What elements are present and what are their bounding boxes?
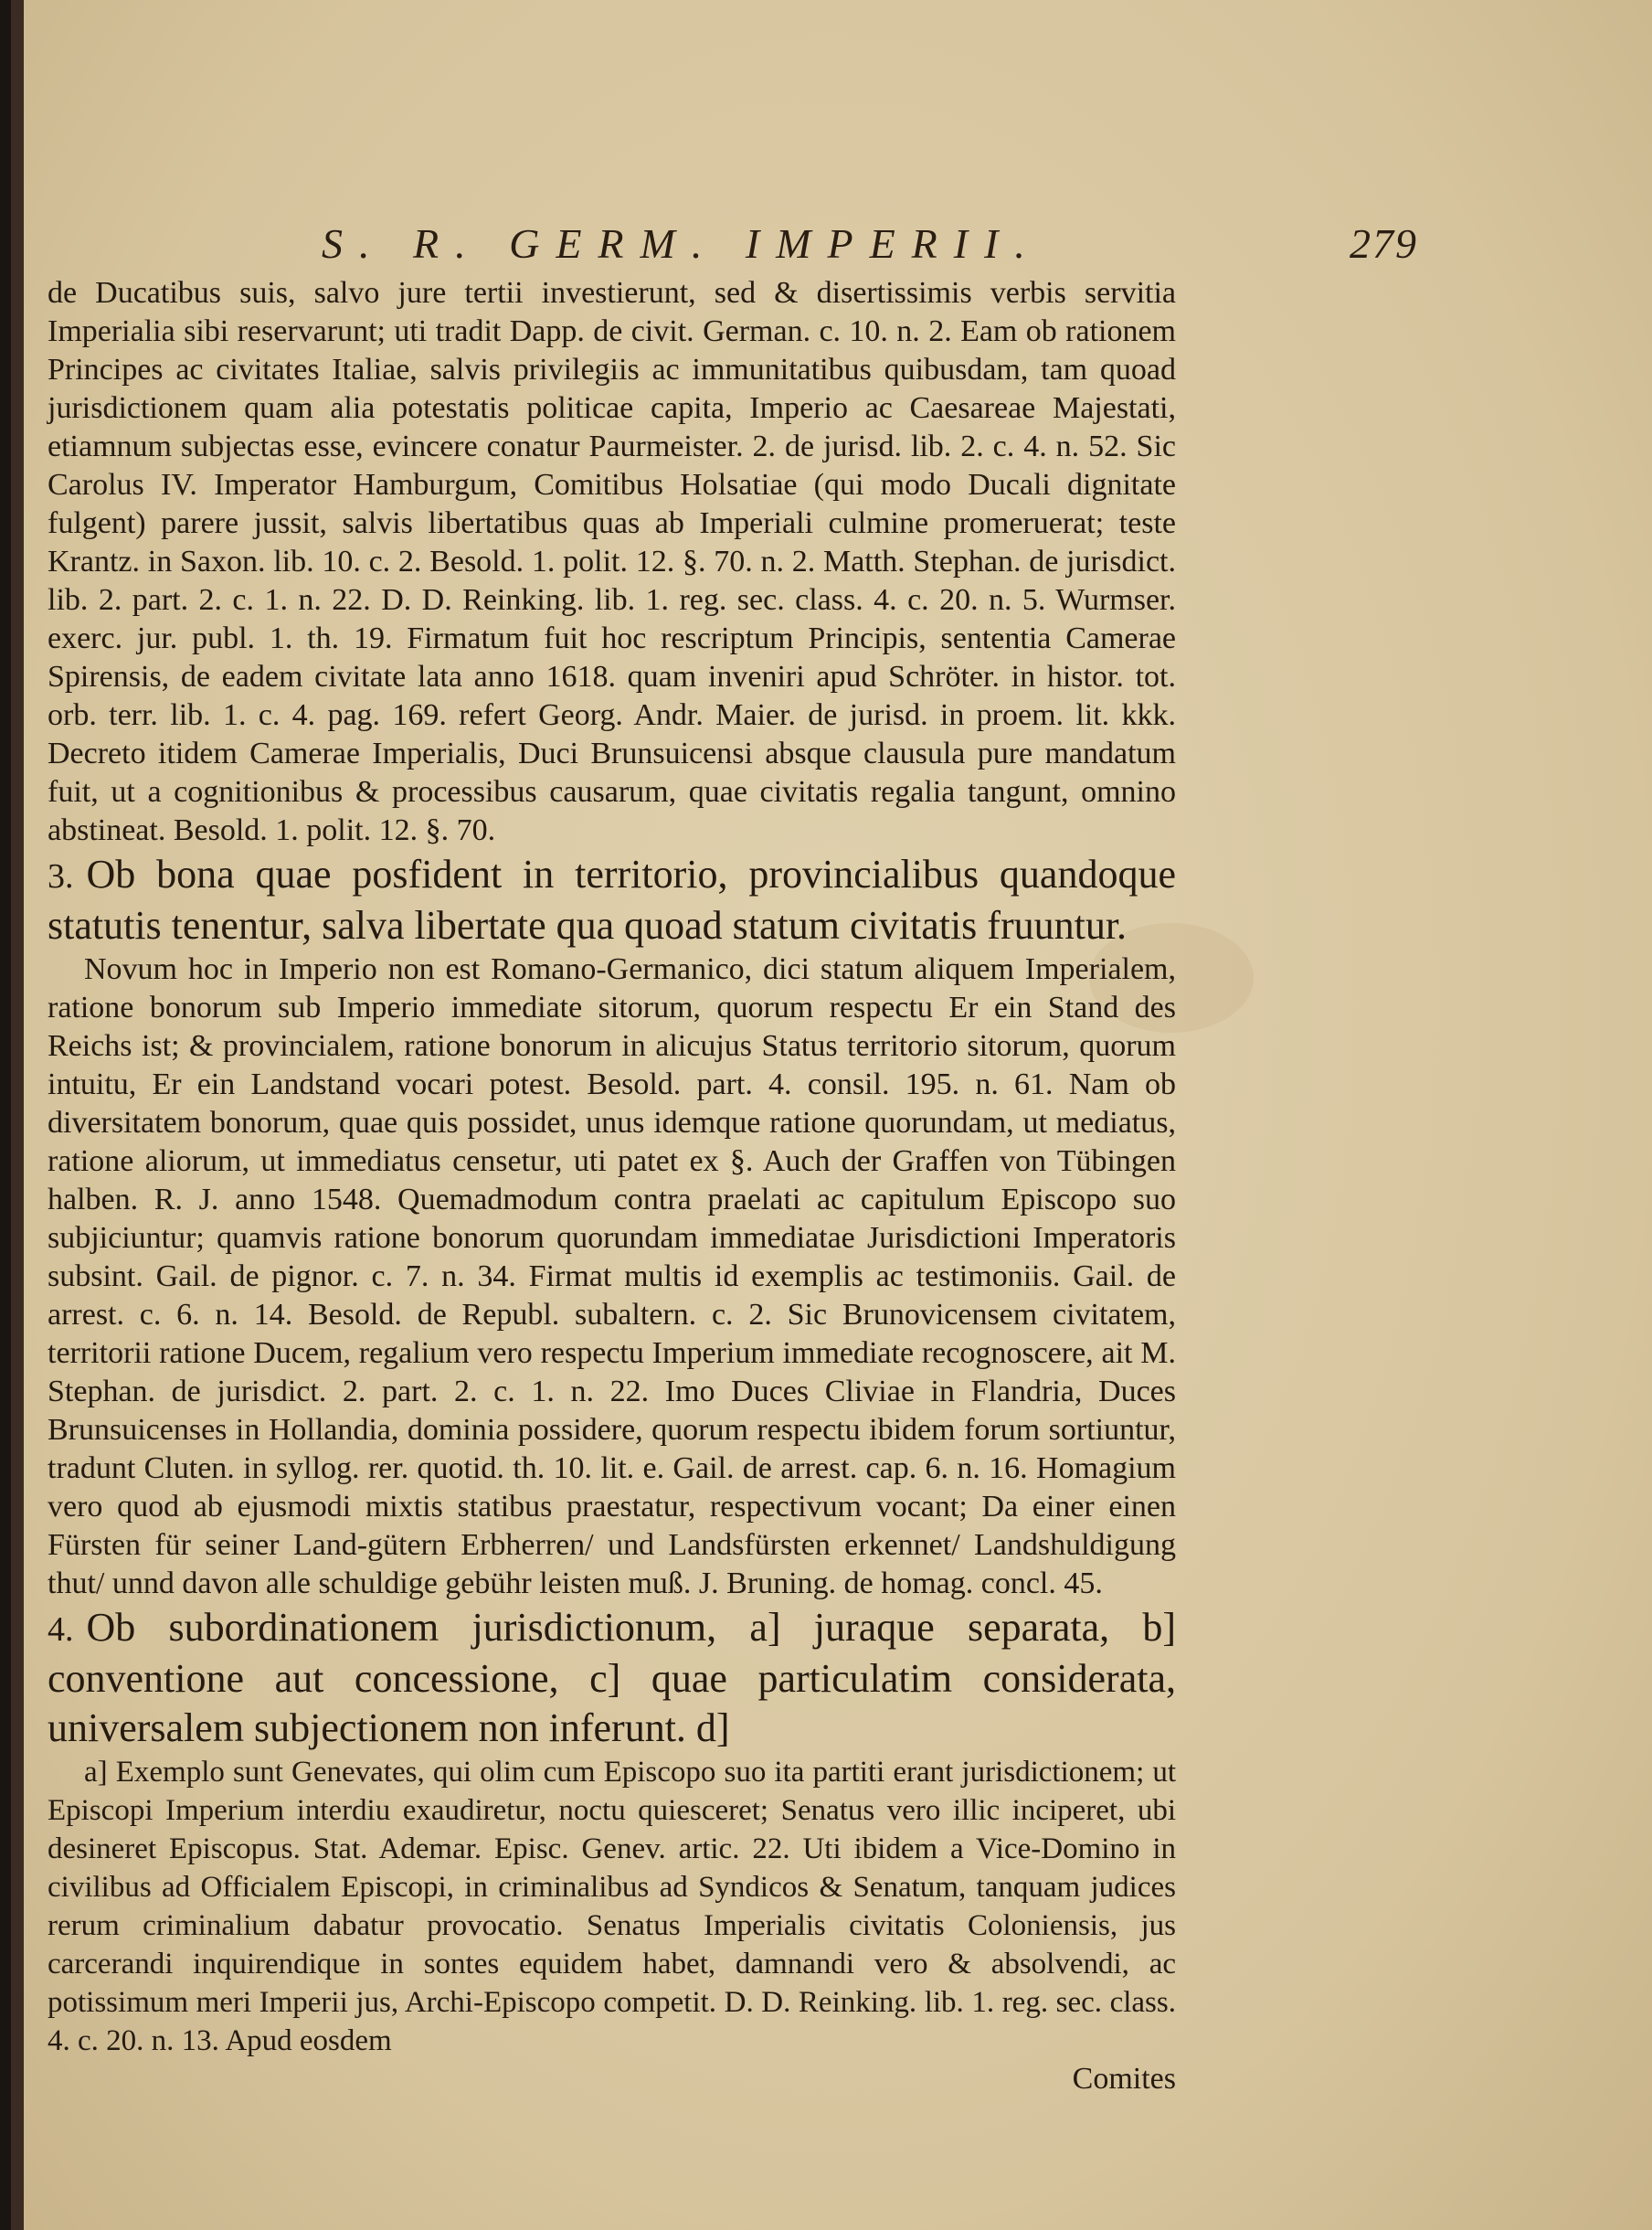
running-header xyxy=(322,219,1418,274)
section-number: 4. xyxy=(48,1610,74,1649)
section-heading-3 xyxy=(48,850,1176,950)
page-body xyxy=(48,274,1176,2098)
running-title: S. R. GERM. IMPERII. xyxy=(322,220,1042,267)
opening-paragraph: de Ducatibus suis, salvo jure tertii investierunt, sed & disertissimis verbis servitia Imperialia sibi reservarunt; uti tradit Dapp. de civit. German. c. 10. n. 2. Eam ob rationem Principes ac civitates Italiae, salvis privilegiis ac immunitatibus quibusdam, tam quoad jurisdictionem quam alia potestatis politicae capita, Imperio ac Caesareae Majestati, etiamnum subjectas esse, evincere conatur Paurmeister. 2. de jurisd. lib. 2. c. 4. n. 52. Sic Carolus IV. Imperator Hamburgum, Comitibus Holsatiae (qui modo Ducali dignitate fulgent) parere jussit, salvis libertatibus quas ab Imperiali culmine promeruerat; teste Krantz. in Saxon. lib. 10. c. 2. Besold. 1. polit. 12. §. 70. n. 2. Matth. Stephan. de jurisdict. lib. 2. part. 2. c. 1. n. 22. D. D. Reinking. lib. 1. reg. sec. class. 4. c. 20. n. 5. Wurmser. exerc. jur. publ. 1. th. 19. Firmatum fuit hoc rescriptum Principis, sententia Camerae Spirensis, de eadem civitate lata anno 1618. quam inveniri apud Schröter. in histor. tot. orb. terr. lib. 1. c. 4. pag. 169. refert Georg. Andr. Maier. de jurisd. in proem. lit. kkk. Decreto itidem Camerae Imperialis, Duci Brunsuicensi absque clausula pure mandatum fuit, ut a cognitionibus & processibus causarum, quae civitatis regalia tangunt, omnino abstineat. Besold. 1. polit. 12. §. 70. xyxy=(48,276,1176,847)
section-3-text: Novum hoc in Imperio non est Romano-Germanico, dici statum aliquem Imperialem, ratione bonorum sub Imperio immediate sitorum, quorum respectu Er ein Stand des Reichs ist; & provincialem, ratione bonorum in alicujus Status territorio sitorum, quorum intuitu, Er ein Landstand vocari potest. Besold. part. 4. consil. 195. n. 61. Nam ob diversitatem bonorum, quae quis possidet, unus idemque ratione quorundam, ut mediatus, ratione aliorum, ut immediatus censetur, uti patet ex §. Auch der Graffen von Tübingen halben. R. J. anno 1548. Quemadmodum contra praelati ac capitulum Episcopo suo subjiciuntur; quamvis ratione bonorum quorundam immediatae Jurisdictioni Imperatoris subsint. Gail. de pignor. c. 7. n. 34. Firmat multis id exemplis ac testimoniis. Gail. de arrest. c. 6. n. 14. Besold. de Republ. subaltern. c. 2. Sic Brunovicensem civitatem, territorii ratione Ducem, regalium vero respectu Imperium immediate recognoscere, ait M. Stephan. de jurisdict. 2. part. 2. c. 1. n. 22. Imo Duces Cliviae in Flandria, Duces Brunsuicenses in Hollandia, dominia possidere, quorum respectu ibidem forum sortiuntur, tradunt Cluten. in syllog. rer. quotid. th. 10. lit. e. Gail. de arrest. cap. 6. n. 16. Homagium vero quod ab ejusmodi mixtis statibus praestatur, respectivum vocant; Da einer einen Fürsten für seiner Land-gütern Erbherren/ und Landsfürsten erkennet/ Landshuldigung thut/ unnd davon alle schuldige gebühr leisten muß. J. Bruning. de homag. concl. 45. xyxy=(48,952,1176,1600)
section-4-note: a] Exemplo sunt Genevates, qui olim cum Episcopo suo ita partiti erant jurisdictionem; ut Episcopi Imperium interdiu exaudiretur, noctu quiesceret; Senatus vero illic inciperet, ubi desineret Episcopus. Stat. Ademar. Episc. Genev. artic. 22. Uti ibidem a Vice-Domino in civilibus ad Officialem Episcopi, in criminalibus ad Syndicos & Senatum, tanquam judices rerum criminalium dabatur provocatio. Senatus Imperialis civitatis Coloniensis, jus carcerandi inquirendique in sontes equidem habet, damnandi vero & absolvendi, ac potissimum meri Imperii jus, Archi-Episcopo competit. D. D. Reinking. lib. 1. reg. sec. class. 4. c. 20. n. 13. Apud eosdem xyxy=(48,1756,1176,2057)
section-heading-4 xyxy=(48,1603,1176,1753)
section-number: 3. xyxy=(48,857,74,896)
catchword: Comites xyxy=(1072,2062,1176,2096)
section-heading-text: Ob bona quae posfident in territorio, provincialibus quandoque statutis tenentur, salva libertate qua quoad statum civitatis fruuntur. xyxy=(48,852,1176,948)
book-page xyxy=(11,0,1652,2230)
page-gutter-edge xyxy=(11,0,24,2230)
section-heading-text: Ob subordinationem jurisdictionum, a] juraque separata, b] conventione aut concessione, c] quae particulatim considerata, universalem subjectionem non inferunt. d] xyxy=(48,1605,1176,1750)
page-number: 279 xyxy=(1350,220,1418,267)
